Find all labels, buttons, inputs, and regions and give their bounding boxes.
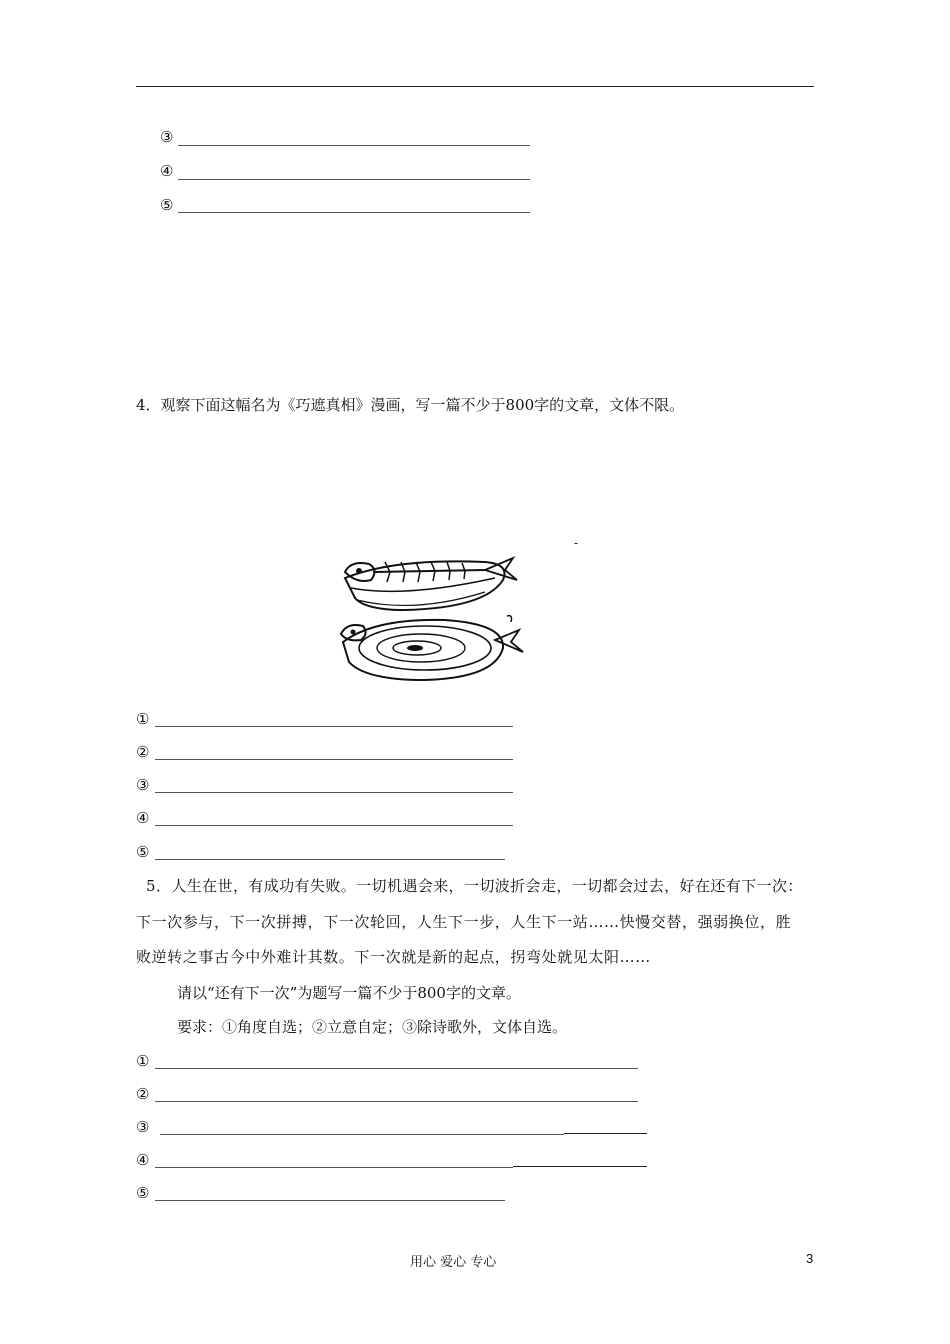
blank-label: ①	[136, 1052, 150, 1070]
blank-line[interactable]	[178, 145, 530, 146]
blank-line[interactable]	[155, 792, 513, 793]
question-5-line-1: 5．人生在世，有成功有失败。一切机遇会来，一切波折会走，一切都会过去，好在还有下一次：	[146, 877, 803, 895]
blank-line[interactable]	[178, 179, 530, 180]
page-number: 3	[806, 1251, 814, 1266]
blank-label: ⑤	[136, 843, 150, 861]
blank-label: ⑤	[160, 196, 174, 214]
blank-line-extension	[513, 1166, 647, 1167]
question-5-requirements: 要求：①角度自选；②立意自定；③除诗歌外，文体自选。	[177, 1018, 568, 1036]
blank-label: ①	[136, 710, 150, 728]
footer-motto: 用心 爱心 专心	[410, 1255, 497, 1270]
blank-line[interactable]	[155, 1167, 513, 1168]
blank-label: ③	[160, 128, 174, 146]
blank-label: ⑤	[136, 1184, 150, 1202]
blank-label: ④	[136, 809, 150, 827]
blank-line[interactable]	[155, 726, 513, 727]
blank-line[interactable]	[155, 759, 513, 760]
question-5-line-3: 败逆转之事古今中外难计其数。下一次就是新的起点，拐弯处就见太阳……	[136, 948, 651, 966]
blank-label: ②	[136, 743, 150, 761]
blank-line-extension	[564, 1133, 647, 1134]
header-rule	[136, 86, 814, 87]
blank-label: ④	[136, 1151, 150, 1169]
blank-line[interactable]	[155, 1200, 505, 1201]
blank-label: ③	[136, 1118, 150, 1136]
blank-line[interactable]	[155, 1068, 638, 1069]
blank-label: ④	[160, 162, 174, 180]
blank-line[interactable]	[155, 859, 505, 860]
blank-line[interactable]	[160, 1134, 564, 1135]
stray-tick: -	[574, 536, 579, 550]
question-4-text: 4．观察下面这幅名为《巧遮真相》漫画，写一篇不少于800字的文章，文体不限。	[136, 396, 685, 414]
blank-label: ③	[136, 776, 150, 794]
blank-line[interactable]	[178, 212, 530, 213]
blank-label: ②	[136, 1085, 150, 1103]
cartoon-fish-plates-image	[335, 550, 525, 684]
question-5-line-2: 下一次参与，下一次拼搏，下一次轮回，人生下一步，人生下一站……快慢交替，强弱换位，胜	[136, 913, 792, 931]
blank-line[interactable]	[155, 1101, 638, 1102]
question-5-prompt: 请以“还有下一次”为题写一篇不少于800字的文章。	[177, 984, 521, 1002]
blank-line[interactable]	[155, 825, 513, 826]
